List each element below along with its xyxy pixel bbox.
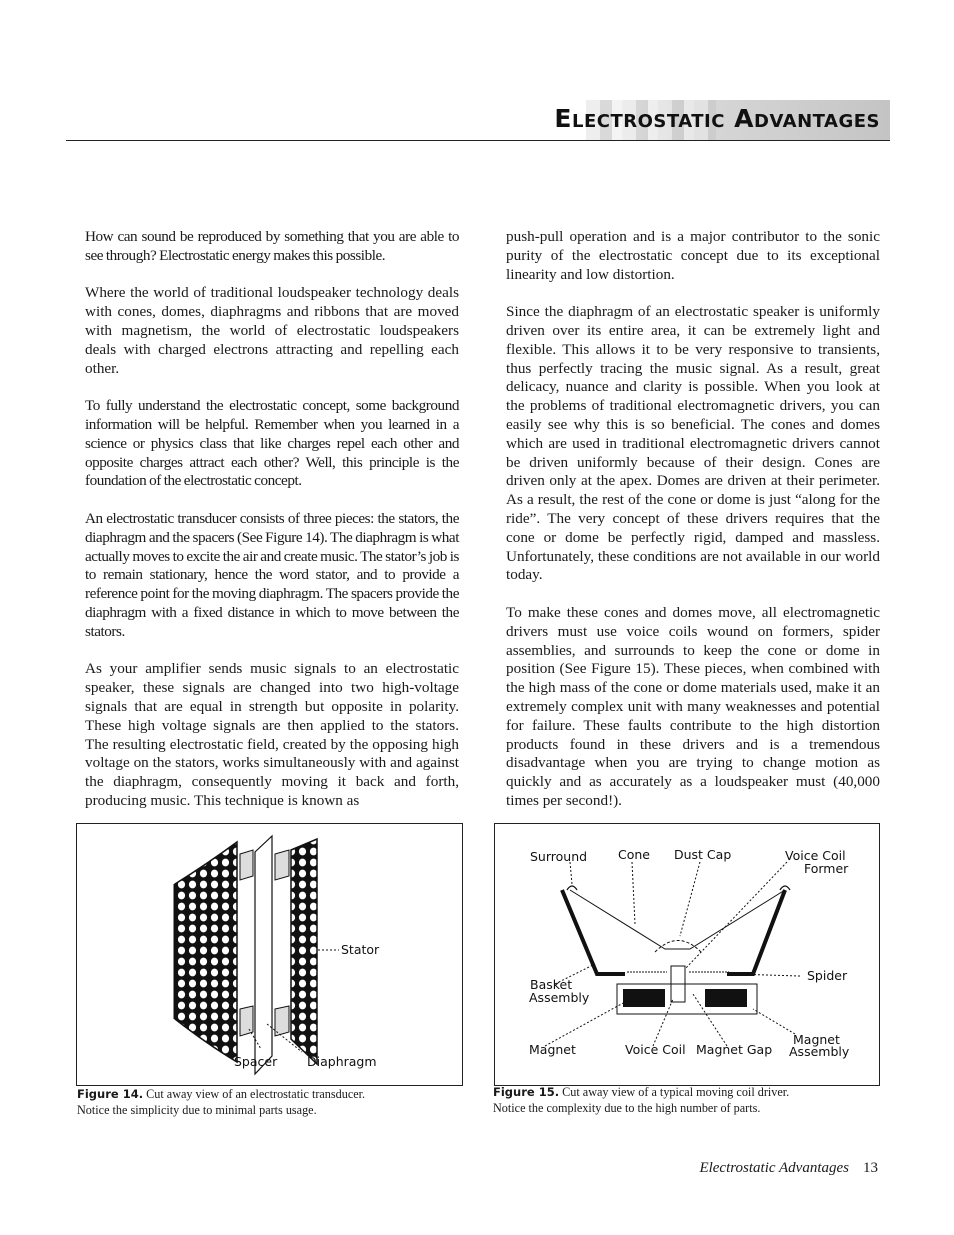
label-magnet-assembly-2: Assembly [789, 1044, 850, 1059]
label-voice-coil: Voice Coil [625, 1042, 686, 1057]
figure-15-caption-line1: Cut away view of a typical moving coil driver. [562, 1085, 790, 1099]
paragraph-diaphragm: Since the diaphragm of an electrostatic speaker is uniformly driven over its entire area, it can be extremely light and flexible. This allows it to be very responsive to transients, thus perfectly tracing the music signal. As a result, great delicacy, nuance and clarity is possible. When you look at the problems of traditional electromagnetic drivers, you can easily see why this is so beneficial. The cones and domes which are used in traditional electromagnetic drivers cannot be driven uniformly because of their design. Cones are driven only at the apex. Domes are driven at their perimeter. As a result, the rest of the cone or dome is just “along for the ride”. The very concept of these drivers requires that the cone or dome be perfectly rigid, damped and massless. Unfortunately, these conditions are not available in our world today. [506, 303, 880, 584]
label-voice-coil-former-2: Former [804, 861, 849, 876]
figure-14 [76, 823, 463, 1086]
right-column [506, 228, 880, 830]
paragraph-cones-domes: To make these cones and domes move, all electromagnetic drivers must use voice coils wound on formers, spider assemblies, and surrounds to keep the cone or dome in position (See Figure 15). These pieces, when combined with the high mass of the cone or dome materials used, make it an extremely complex unit with many weaknesses and potential for failure. These faults contribute to the high distortion products found in these drivers and is a tremendous disadvantage when you are trying to change motion as quickly and as accurately as a loudspeaker must (40,000 times per second!). [506, 603, 880, 809]
label-basket-1: Basket [530, 977, 573, 992]
surround-rolls [567, 886, 790, 890]
footer-section: Electrostatic Advantages [699, 1160, 849, 1176]
basket-frame [562, 890, 785, 974]
label-magnet-gap: Magnet Gap [696, 1042, 773, 1057]
magnet-right [705, 989, 747, 1007]
label-magnet-assembly-1: Magnet [793, 1032, 840, 1047]
magnet-left [623, 989, 665, 1007]
label-basket-2: Assembly [529, 990, 590, 1005]
paragraph-push-pull: push-pull operation and is a major contributor to the sonic purity of the electrostatic concept due to its exceptional linearity and low distortion. [506, 228, 880, 283]
label-surround: Surround [530, 849, 588, 864]
figure-15-caption [493, 1084, 883, 1116]
figure-15-caption-label: Figure 15. [493, 1085, 560, 1099]
header-rule [66, 140, 890, 141]
page-footer [699, 1160, 878, 1177]
paragraph-traditional: Where the world of traditional loudspeaker technology deals with cones, domes, diaphragms and ribbons that are moved with magnetism, the world of electrostatic loudspeakers deals with charged electrons attracting and repelling each other. [85, 284, 459, 377]
paragraph-transducer: An electrostatic transducer consists of three pieces: the stators, the diaphragm and the spacers (See Figure 14). The diaphragm is what actually moves to excite the air and create music. The stator’s job is to remain stationary, hence the word stator, and to provide a reference point for the moving diaphragm. The spacers provide the diaphragm with a fixed distance in which to move between the stators. [85, 509, 459, 640]
left-column [85, 228, 459, 830]
figure-14-caption-label: Figure 14. [77, 1087, 144, 1101]
label-stator: Stator [341, 942, 380, 957]
page-number: 13 [863, 1160, 878, 1176]
figure-14-caption-line1: Cut away view of an electrostatic transducer. [146, 1087, 366, 1101]
spacer-top-right [275, 850, 289, 880]
rear-stator [175, 842, 237, 1062]
figure-15 [494, 823, 880, 1086]
figure-14-caption-line2: Notice the simplicity due to minimal parts usage. [77, 1103, 317, 1117]
label-diaphragm: Diaphragm [307, 1054, 377, 1069]
electrostatic-transducer-diagram [77, 824, 462, 1085]
figure-15-caption-line2: Notice the complexity due to the high number of parts. [493, 1101, 761, 1115]
moving-coil-driver-diagram [495, 824, 879, 1085]
paragraph-intro: How can sound be reproduced by something that you are able to see through? Electrostatic energy makes this possible. [85, 228, 459, 264]
figure-14-caption [77, 1086, 467, 1118]
page-title: Electrostatic Advantages [554, 104, 880, 133]
spacer-top [240, 850, 253, 880]
paragraph-background: To fully understand the electrostatic concept, some background information will be helpful. Remember when you learned in a science or physics class that like charges repel each other and opposite charges attract each other? Well, this principle is the foundation of the electrostatic concept. [85, 397, 459, 490]
label-dust-cap: Dust Cap [674, 847, 732, 862]
diaphragm-sheet [255, 836, 272, 1074]
paragraph-amplifier: As your amplifier sends music signals to an electrostatic speaker, these signals are changed into two high-voltage signals that are equal in strength but opposite in polarity. These high voltage signals are then applied to the stators. The resulting electrostatic field, created by the opposing high voltage on the stators, works simultaneously with and against the diaphragm, consequently moving it back and forth, producing music. This technique is known as [85, 660, 459, 809]
label-voice-coil-former-1: Voice Coil [785, 848, 846, 863]
front-stator [291, 839, 317, 1064]
spacer-bottom [240, 1006, 253, 1036]
label-spacer: Spacer [234, 1054, 278, 1069]
label-cone: Cone [618, 847, 650, 862]
label-magnet: Magnet [529, 1042, 576, 1057]
label-spider: Spider [807, 968, 848, 983]
